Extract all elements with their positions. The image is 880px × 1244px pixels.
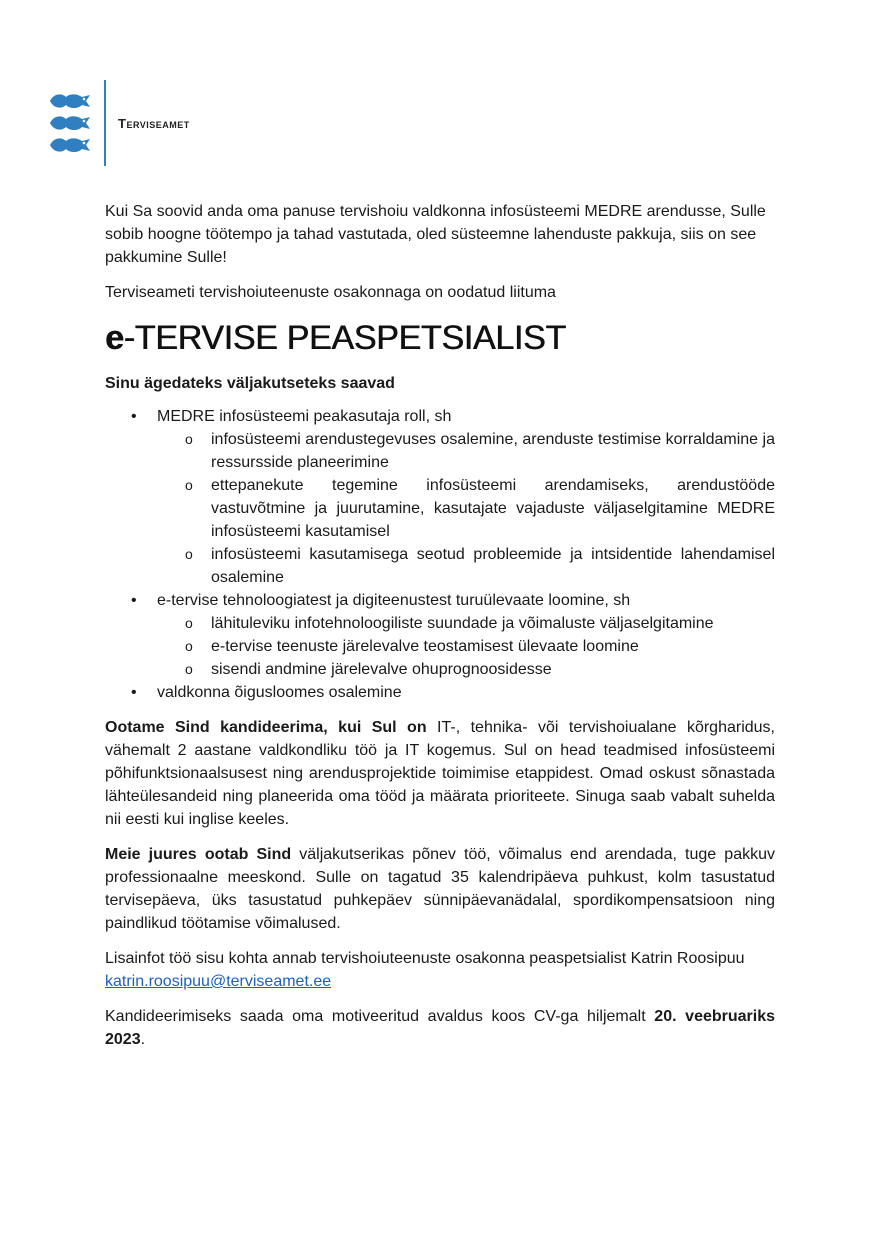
sub-list-item: o sisendi andmine järelevalve ohuprognoosidesse [157, 658, 775, 681]
list-item: • e-tervise tehnoloogiatest ja digiteenustest turuülevaate loomine, sh o lähituleviku infotehnoloogiliste suundade ja võimaluste väljaselgitamine o e-tervise teenuste järelevalve teostamisest ülevaate loomine o sisendi andmine järelevalve ohuprognoosidesse [105, 589, 775, 681]
intro-paragraph: Kui Sa soovid anda oma panuse tervishoiu valdkonna infosüsteemi MEDRE arendusse, Sulle sobib hoogne töötempo ja tahad vastutada, oled süsteemne lahenduste pakkuja, siis on see pakkumine Sulle! [105, 203, 766, 266]
challenges-heading: Sinu ägedateks väljakutseteks saavad [105, 375, 395, 392]
sub-list-item: o lähituleviku infotehnoloogiliste suundade ja võimaluste väljaselgitamine [157, 612, 775, 635]
apply-paragraph: Kandideerimiseks saada oma motiveeritud avaldus koos CV-ga hiljemalt 20. veebruariks 2023. [105, 1008, 776, 1048]
intro-join-line: Terviseameti tervishoiuteenuste osakonnaga on oodatud liituma [105, 284, 556, 301]
sub-list-item: o ettepanekute tegemine infosüsteemi arendamiseks, arendustööde vastuvõtmine ja juurutamine, kasutajate vajaduste väljaselgitamine MEDRE infosüsteemi kasutamisel [157, 474, 775, 543]
offer-paragraph: Meie juures ootab Sind väljakutserikas põnev töö, võimalus end arendada, tuge pakkuv professionaalne meeskond. Sulle on tagatud 35 kalendripäeva puhkust, kolm tasustatud tervisepäeva, üks tasustatud puhkepäev sünnipäevanädalal, spordikompensatsioon ning paindlikud töötamise võimalused. [105, 846, 775, 932]
deadline: 20. veebruariks 2023 [105, 1008, 776, 1048]
contact-email-link[interactable]: katrin.roosipuu@terviseamet.ee [105, 973, 332, 990]
three-lions-crest-icon [48, 91, 92, 155]
org-name: Terviseamet [118, 115, 190, 131]
logo-divider [104, 80, 106, 166]
contact-paragraph: Lisainfot töö sisu kohta annab tervishoiuteenuste osakonna peaspetsialist Katrin Roosipuu katrin.roosipuu@terviseamet.ee [105, 950, 745, 990]
sub-list-item: o infosüsteemi arendustegevuses osalemine, arenduste testimise korraldamine ja ressursside planeerimine [157, 428, 775, 474]
challenges-list [105, 405, 775, 704]
sub-list-item: o e-tervise teenuste järelevalve teostamisest ülevaate loomine [157, 635, 775, 658]
requirements-paragraph: Ootame Sind kandideerima, kui Sul on IT-, tehnika- või tervishoiualane kõrgharidus, vähemalt 2 aastane valdkondliku töö ja IT kogemus. Sul on head teadmised infosüsteemi põhifunktsionaalsusest ning arendusprojektide toimimise etappidest. Omad oskust sõnastada lähteülesandeid ning planeerida oma tööd ja määrata prioriteete. Sinuga saab vabalt suhelda nii eesti kui inglise keeles. [105, 719, 775, 828]
header-logo [48, 80, 190, 166]
sub-list [157, 428, 775, 589]
list-item: • MEDRE infosüsteemi peakasutaja roll, sh o infosüsteemi arendustegevuses osalemine, arenduste testimise korraldamine ja ressursside planeerimine o ettepanekute tegemine infosüsteemi arendamiseks, arendustööde vastuvõtmine ja juurutamine, kasutajate vajaduste väljaselgitamine MEDRE infosüsteemi kasutamisel o infosüsteemi kasutamisega seotud probleemide ja intsidentide lahendamisel osalemine [105, 405, 775, 589]
sub-list [157, 612, 775, 681]
list-item: • valdkonna õigusloomes osalemine [105, 681, 775, 704]
document-body [105, 200, 775, 1063]
job-title: e-TERVISE PEASPETSIALIST [105, 319, 566, 357]
sub-list-item: o infosüsteemi kasutamisega seotud probleemide ja intsidentide lahendamisel osalemine [157, 543, 775, 589]
